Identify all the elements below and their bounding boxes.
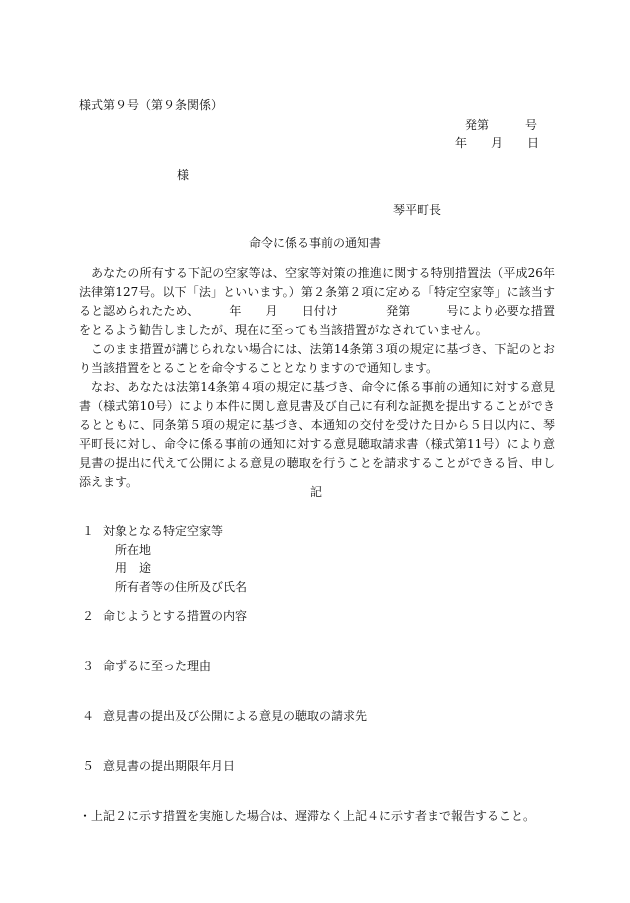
item-text: 意見書の提出及び公開による意見の聴取の請求先 (103, 709, 368, 723)
document-title: 命令に係る事前の通知書 (249, 236, 382, 250)
item-number: ３ (82, 659, 95, 673)
item-text: 意見書の提出期限年月日 (103, 759, 236, 773)
recipient-suffix: 様 (177, 168, 190, 182)
body-paragraph-1: あなたの所有する下記の空家等は、空家等対策の推進に関する特別措置法（平成26年法律第127号。以下「法」といいます。）第２条第２項に定める「特定空家等」に該当すると認められたため、 年 月 日付け 発第 号により必要な措置をとるよう勧告しましたが、現在に至っても当該措置がなされていません。 (79, 266, 555, 337)
item-number: ５ (82, 759, 95, 773)
body-paragraph-2: このまま措置が講じられない場合には、法第14条第３項の規定に基づき、下記のとおり当該措置をとることを命令することとなりますので通知します。 (79, 342, 555, 375)
item-number: ４ (82, 709, 95, 723)
subitem-location: 所在地 (115, 543, 152, 557)
subitem-owner: 所有者等の住所及び氏名 (115, 580, 248, 594)
item-number: １ (82, 524, 95, 538)
footnote: ・上記２に示す措置を実施した場合は、遅滞なく上記４に示す者まで報告すること。 (79, 809, 536, 823)
item-number: ２ (82, 609, 95, 623)
body-paragraph-3: なお、あなたは法第14条第４項の規定に基づき、命令に係る事前の通知に対する意見書（様式第10号）により本件に関し意見書及び自己に有利な証拠を提出することができるとともに、同条第５項の規定に基づき、本通知の交付を受けた日から５日以内に、琴平町長に対し、命令に係る事前の通知に対する意見聴取請求書（様式第11号）により意見書の提出に代えて公開による意見の聴取を行うことを請求することができる旨、申し添えます。 (79, 380, 555, 489)
issue-date: 年 月 日 (455, 136, 540, 150)
issue-number: 発第 号 (465, 118, 538, 132)
item-text: 対象となる特定空家等 (103, 524, 224, 538)
issuer-name: 琴平町長 (393, 203, 442, 217)
item-text: 命じようとする措置の内容 (103, 609, 248, 623)
subitem-usage: 用 途 (115, 561, 152, 575)
ki-heading: 記 (310, 485, 323, 499)
form-label: 様式第９号（第９条関係） (79, 98, 224, 112)
item-text: 命ずるに至った理由 (103, 659, 212, 673)
